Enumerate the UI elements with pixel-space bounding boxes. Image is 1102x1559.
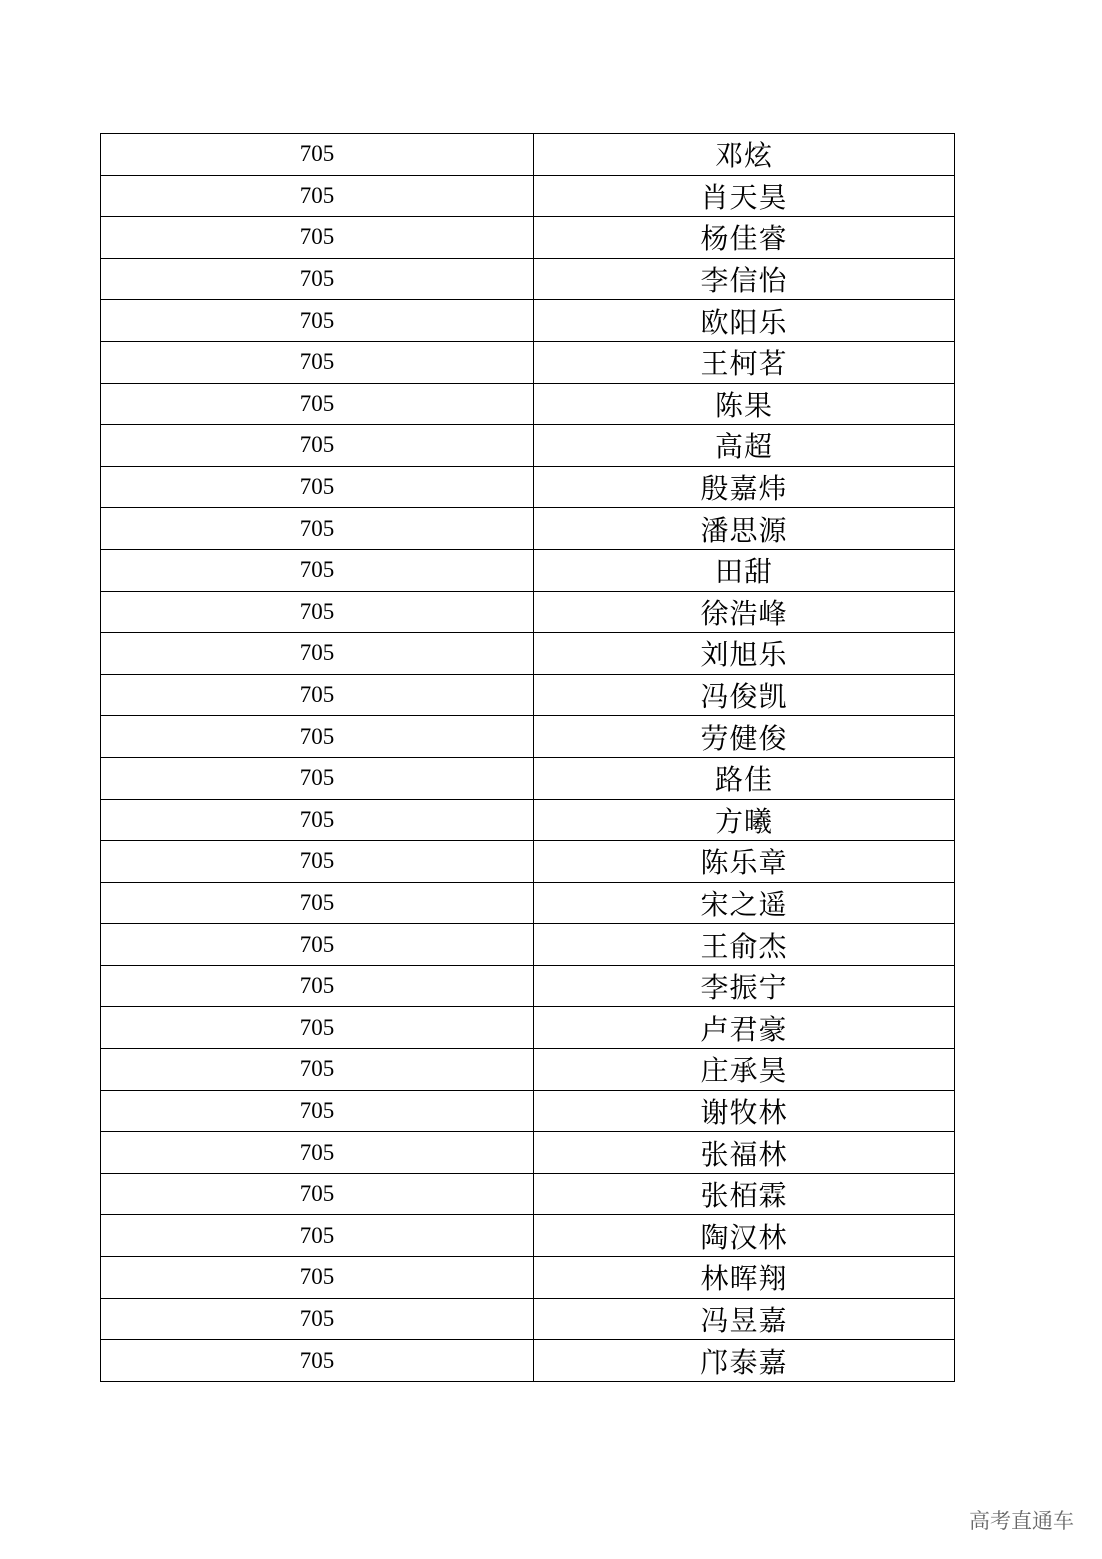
name-cell: 王柯茗 bbox=[534, 341, 955, 383]
table-row bbox=[101, 1132, 955, 1174]
score-cell: 705 bbox=[101, 341, 534, 383]
table-row bbox=[101, 300, 955, 342]
table-row bbox=[101, 1257, 955, 1299]
score-cell: 705 bbox=[101, 633, 534, 675]
score-cell: 705 bbox=[101, 1215, 534, 1257]
name-cell: 徐浩峰 bbox=[534, 591, 955, 633]
name-cell: 宋之遥 bbox=[534, 882, 955, 924]
table-row bbox=[101, 924, 955, 966]
name-cell: 田甜 bbox=[534, 549, 955, 591]
score-cell: 705 bbox=[101, 466, 534, 508]
score-cell: 705 bbox=[101, 1173, 534, 1215]
table-row bbox=[101, 258, 955, 300]
score-cell: 705 bbox=[101, 716, 534, 758]
watermark-text: 高考直通车 bbox=[969, 1509, 1074, 1533]
table-row bbox=[101, 341, 955, 383]
score-table bbox=[100, 133, 955, 1382]
name-cell: 张栢霖 bbox=[534, 1173, 955, 1215]
name-cell: 欧阳乐 bbox=[534, 300, 955, 342]
name-cell: 李信怡 bbox=[534, 258, 955, 300]
name-cell: 高超 bbox=[534, 425, 955, 467]
table-row bbox=[101, 1215, 955, 1257]
name-cell: 肖天昊 bbox=[534, 175, 955, 217]
score-cell: 705 bbox=[101, 217, 534, 259]
table-row bbox=[101, 1173, 955, 1215]
score-cell: 705 bbox=[101, 757, 534, 799]
name-cell: 庄承昊 bbox=[534, 1049, 955, 1091]
table-row bbox=[101, 799, 955, 841]
table-row bbox=[101, 425, 955, 467]
table-row bbox=[101, 1049, 955, 1091]
table-row bbox=[101, 466, 955, 508]
score-cell: 705 bbox=[101, 508, 534, 550]
name-cell: 方曦 bbox=[534, 799, 955, 841]
name-cell: 陶汉林 bbox=[534, 1215, 955, 1257]
score-cell: 705 bbox=[101, 1257, 534, 1299]
score-cell: 705 bbox=[101, 425, 534, 467]
name-cell: 劳健俊 bbox=[534, 716, 955, 758]
table-row bbox=[101, 882, 955, 924]
table-row bbox=[101, 716, 955, 758]
name-cell: 张福林 bbox=[534, 1132, 955, 1174]
table-row bbox=[101, 1340, 955, 1382]
score-cell: 705 bbox=[101, 1049, 534, 1091]
score-cell: 705 bbox=[101, 591, 534, 633]
table-row bbox=[101, 841, 955, 883]
table-row bbox=[101, 549, 955, 591]
table-row bbox=[101, 965, 955, 1007]
name-cell: 邓炫 bbox=[534, 134, 955, 176]
table-row bbox=[101, 217, 955, 259]
name-cell: 卢君豪 bbox=[534, 1007, 955, 1049]
table-row bbox=[101, 1298, 955, 1340]
score-cell: 705 bbox=[101, 882, 534, 924]
score-cell: 705 bbox=[101, 258, 534, 300]
score-cell: 705 bbox=[101, 1340, 534, 1382]
name-cell: 邝泰嘉 bbox=[534, 1340, 955, 1382]
name-cell: 冯昱嘉 bbox=[534, 1298, 955, 1340]
table-row bbox=[101, 134, 955, 176]
name-cell: 刘旭乐 bbox=[534, 633, 955, 675]
score-cell: 705 bbox=[101, 134, 534, 176]
name-cell: 谢牧林 bbox=[534, 1090, 955, 1132]
name-cell: 李振宁 bbox=[534, 965, 955, 1007]
table-row bbox=[101, 508, 955, 550]
score-cell: 705 bbox=[101, 383, 534, 425]
score-cell: 705 bbox=[101, 175, 534, 217]
table-row bbox=[101, 1090, 955, 1132]
name-cell: 殷嘉炜 bbox=[534, 466, 955, 508]
name-cell: 杨佳睿 bbox=[534, 217, 955, 259]
table-body bbox=[101, 134, 955, 1382]
name-cell: 冯俊凯 bbox=[534, 674, 955, 716]
score-cell: 705 bbox=[101, 1007, 534, 1049]
score-cell: 705 bbox=[101, 1090, 534, 1132]
score-cell: 705 bbox=[101, 799, 534, 841]
table-row bbox=[101, 633, 955, 675]
name-cell: 陈果 bbox=[534, 383, 955, 425]
name-cell: 林晖翔 bbox=[534, 1257, 955, 1299]
name-cell: 王俞杰 bbox=[534, 924, 955, 966]
score-cell: 705 bbox=[101, 1298, 534, 1340]
score-cell: 705 bbox=[101, 1132, 534, 1174]
table-row bbox=[101, 591, 955, 633]
table-row bbox=[101, 383, 955, 425]
score-cell: 705 bbox=[101, 924, 534, 966]
name-cell: 路佳 bbox=[534, 757, 955, 799]
table-row bbox=[101, 1007, 955, 1049]
score-cell: 705 bbox=[101, 674, 534, 716]
name-cell: 潘思源 bbox=[534, 508, 955, 550]
name-cell: 陈乐章 bbox=[534, 841, 955, 883]
table-row bbox=[101, 757, 955, 799]
table-row bbox=[101, 674, 955, 716]
score-cell: 705 bbox=[101, 549, 534, 591]
score-cell: 705 bbox=[101, 300, 534, 342]
score-cell: 705 bbox=[101, 965, 534, 1007]
table-row bbox=[101, 175, 955, 217]
score-cell: 705 bbox=[101, 841, 534, 883]
